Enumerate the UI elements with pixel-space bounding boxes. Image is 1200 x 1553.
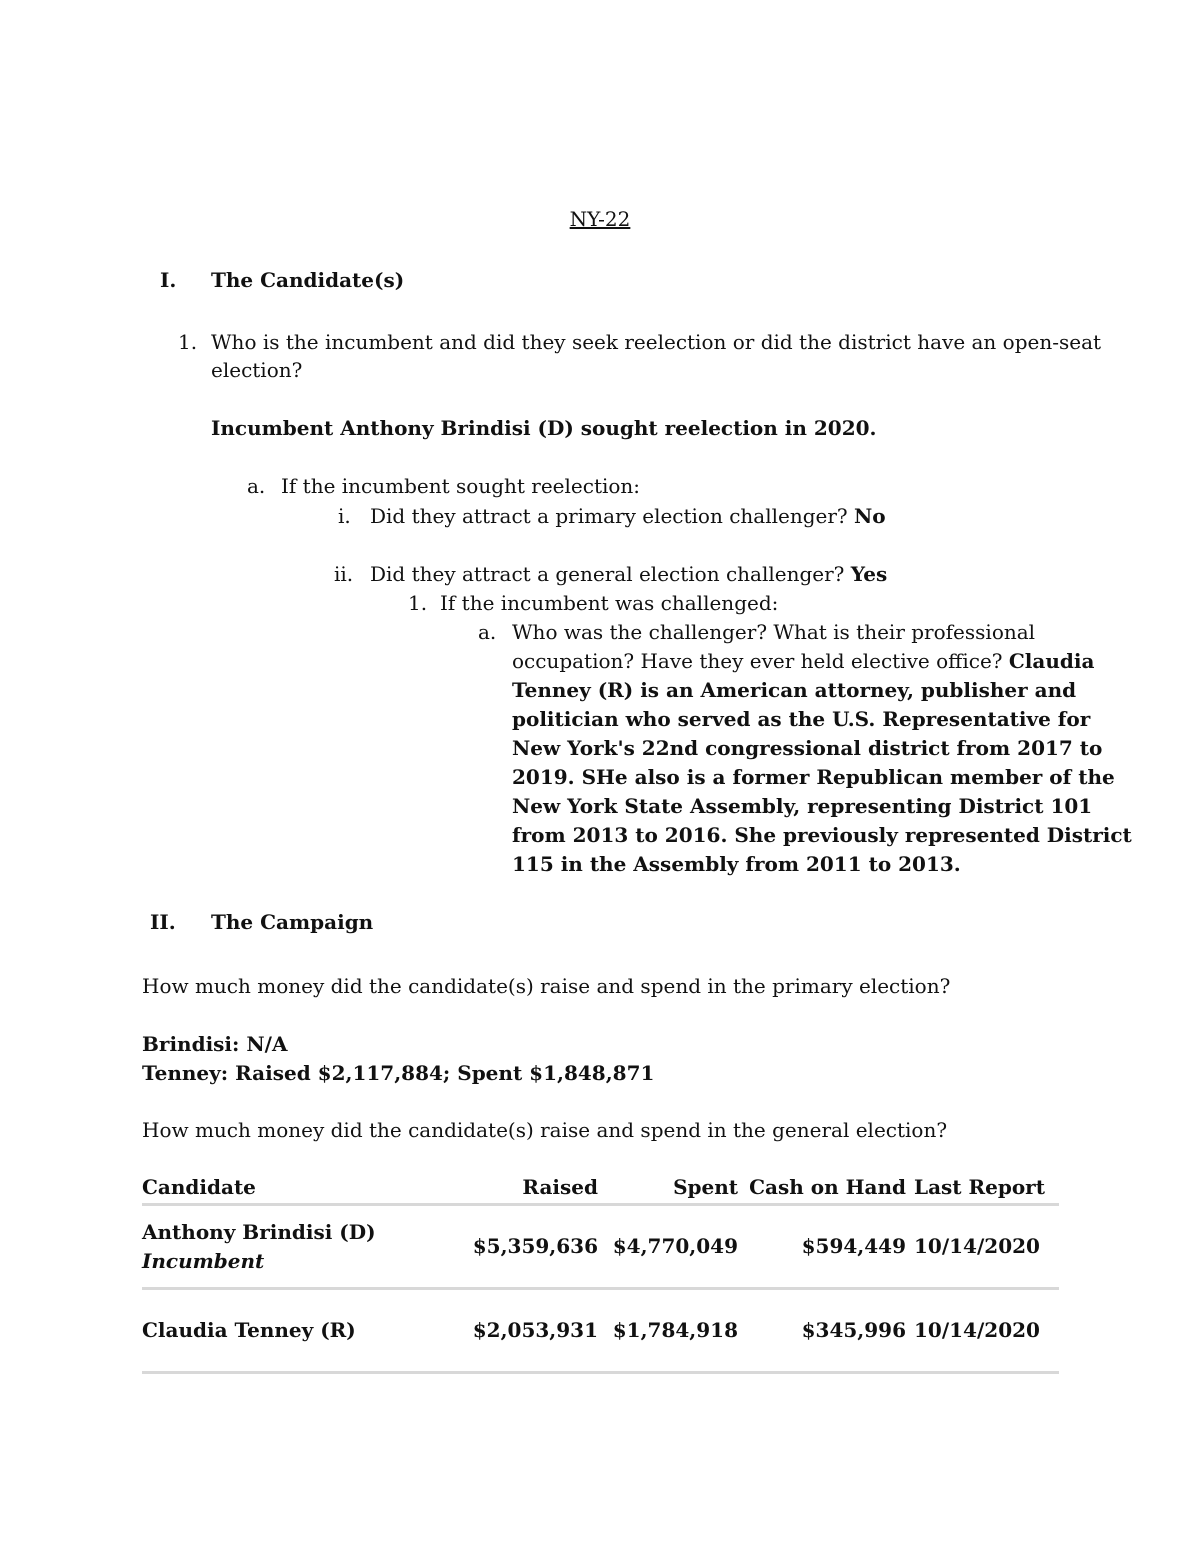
answer-text: Incumbent Anthony Brindisi (D) sought reelection in 2020.	[211, 416, 877, 440]
list-marker: a.	[478, 620, 497, 644]
candidate-name: Anthony Brindisi (D)	[142, 1219, 376, 1244]
list-marker: a.	[247, 474, 266, 498]
question-text: Did they attract a primary election challenger?	[370, 504, 848, 528]
answer-text: Yes	[850, 562, 888, 586]
candidate-cell	[142, 1289, 424, 1373]
paragraph-line: Tenney (R) is an American attorney, publisher and	[512, 678, 1077, 702]
paragraph-line: Who was the challenger? What is their professional	[512, 620, 1036, 644]
paragraph-line: politician who served as the U.S. Representative for	[512, 707, 1091, 731]
spent-cell: $1,784,918	[598, 1289, 738, 1373]
cash-cell: $594,449	[738, 1205, 906, 1289]
answer-text: Tenney: Raised $2,117,884; Spent $1,848,871	[142, 1061, 655, 1085]
question-text: Who is the incumbent and did they seek reelection or did the district have an open-seat	[211, 330, 1102, 354]
challenger-paragraph	[512, 618, 1132, 879]
spent-cell: $4,770,049	[598, 1205, 738, 1289]
paragraph-line: 115 in the Assembly from 2011 to 2013.	[512, 852, 961, 876]
paragraph-line: from 2013 to 2016. She previously represented District	[512, 823, 1132, 847]
answer-text: No	[854, 504, 886, 528]
document-title: NY-22	[569, 207, 631, 231]
raised-cell: $5,359,636	[424, 1205, 598, 1289]
question-line	[370, 502, 886, 531]
section-numeral: II.	[150, 910, 176, 934]
question-text: How much money did the candidate(s) raise and spend in the general election?	[142, 1118, 948, 1142]
question-text: If the incumbent sought reelection:	[281, 474, 641, 498]
column-header: Raised	[424, 1172, 598, 1205]
paragraph-line: New York's 22nd congressional district from 2017 to	[512, 736, 1103, 760]
question-text: If the incumbent was challenged:	[440, 591, 779, 615]
paragraph-line: New York State Assembly, representing District 101	[512, 794, 1093, 818]
question-line	[370, 560, 887, 589]
question-text: election?	[211, 358, 303, 382]
paragraph-line: occupation? Have they ever held elective office? Claudia	[512, 649, 1095, 673]
report-cell: 10/14/2020	[906, 1205, 1059, 1289]
section-heading: The Candidate(s)	[211, 268, 405, 292]
answer-text: Brindisi: N/A	[142, 1032, 288, 1056]
candidate-cell	[142, 1205, 424, 1289]
column-header: Candidate	[142, 1172, 424, 1205]
report-cell: 10/14/2020	[906, 1289, 1059, 1373]
section-heading: The Campaign	[211, 910, 374, 934]
list-marker: 1.	[178, 330, 198, 354]
cash-cell: $345,996	[738, 1289, 906, 1373]
finance-table	[142, 1172, 1059, 1374]
table-row	[142, 1289, 1059, 1373]
table-header-row	[142, 1172, 1059, 1205]
section-numeral: I.	[160, 268, 177, 292]
list-marker: i.	[338, 504, 351, 528]
column-header: Spent	[598, 1172, 738, 1205]
list-marker: ii.	[334, 562, 354, 586]
column-header: Cash on Hand	[738, 1172, 906, 1205]
table-row	[142, 1205, 1059, 1289]
paragraph-line: 2019. SHe also is a former Republican member of the	[512, 765, 1115, 789]
incumbent-label: Incumbent	[142, 1248, 265, 1273]
candidate-name: Claudia Tenney (R)	[142, 1318, 356, 1342]
column-header: Last Report	[906, 1172, 1059, 1205]
question-text: How much money did the candidate(s) raise and spend in the primary election?	[142, 974, 951, 998]
raised-cell: $2,053,931	[424, 1289, 598, 1373]
list-marker: 1.	[408, 591, 428, 615]
question-text: Did they attract a general election challenger?	[370, 562, 845, 586]
